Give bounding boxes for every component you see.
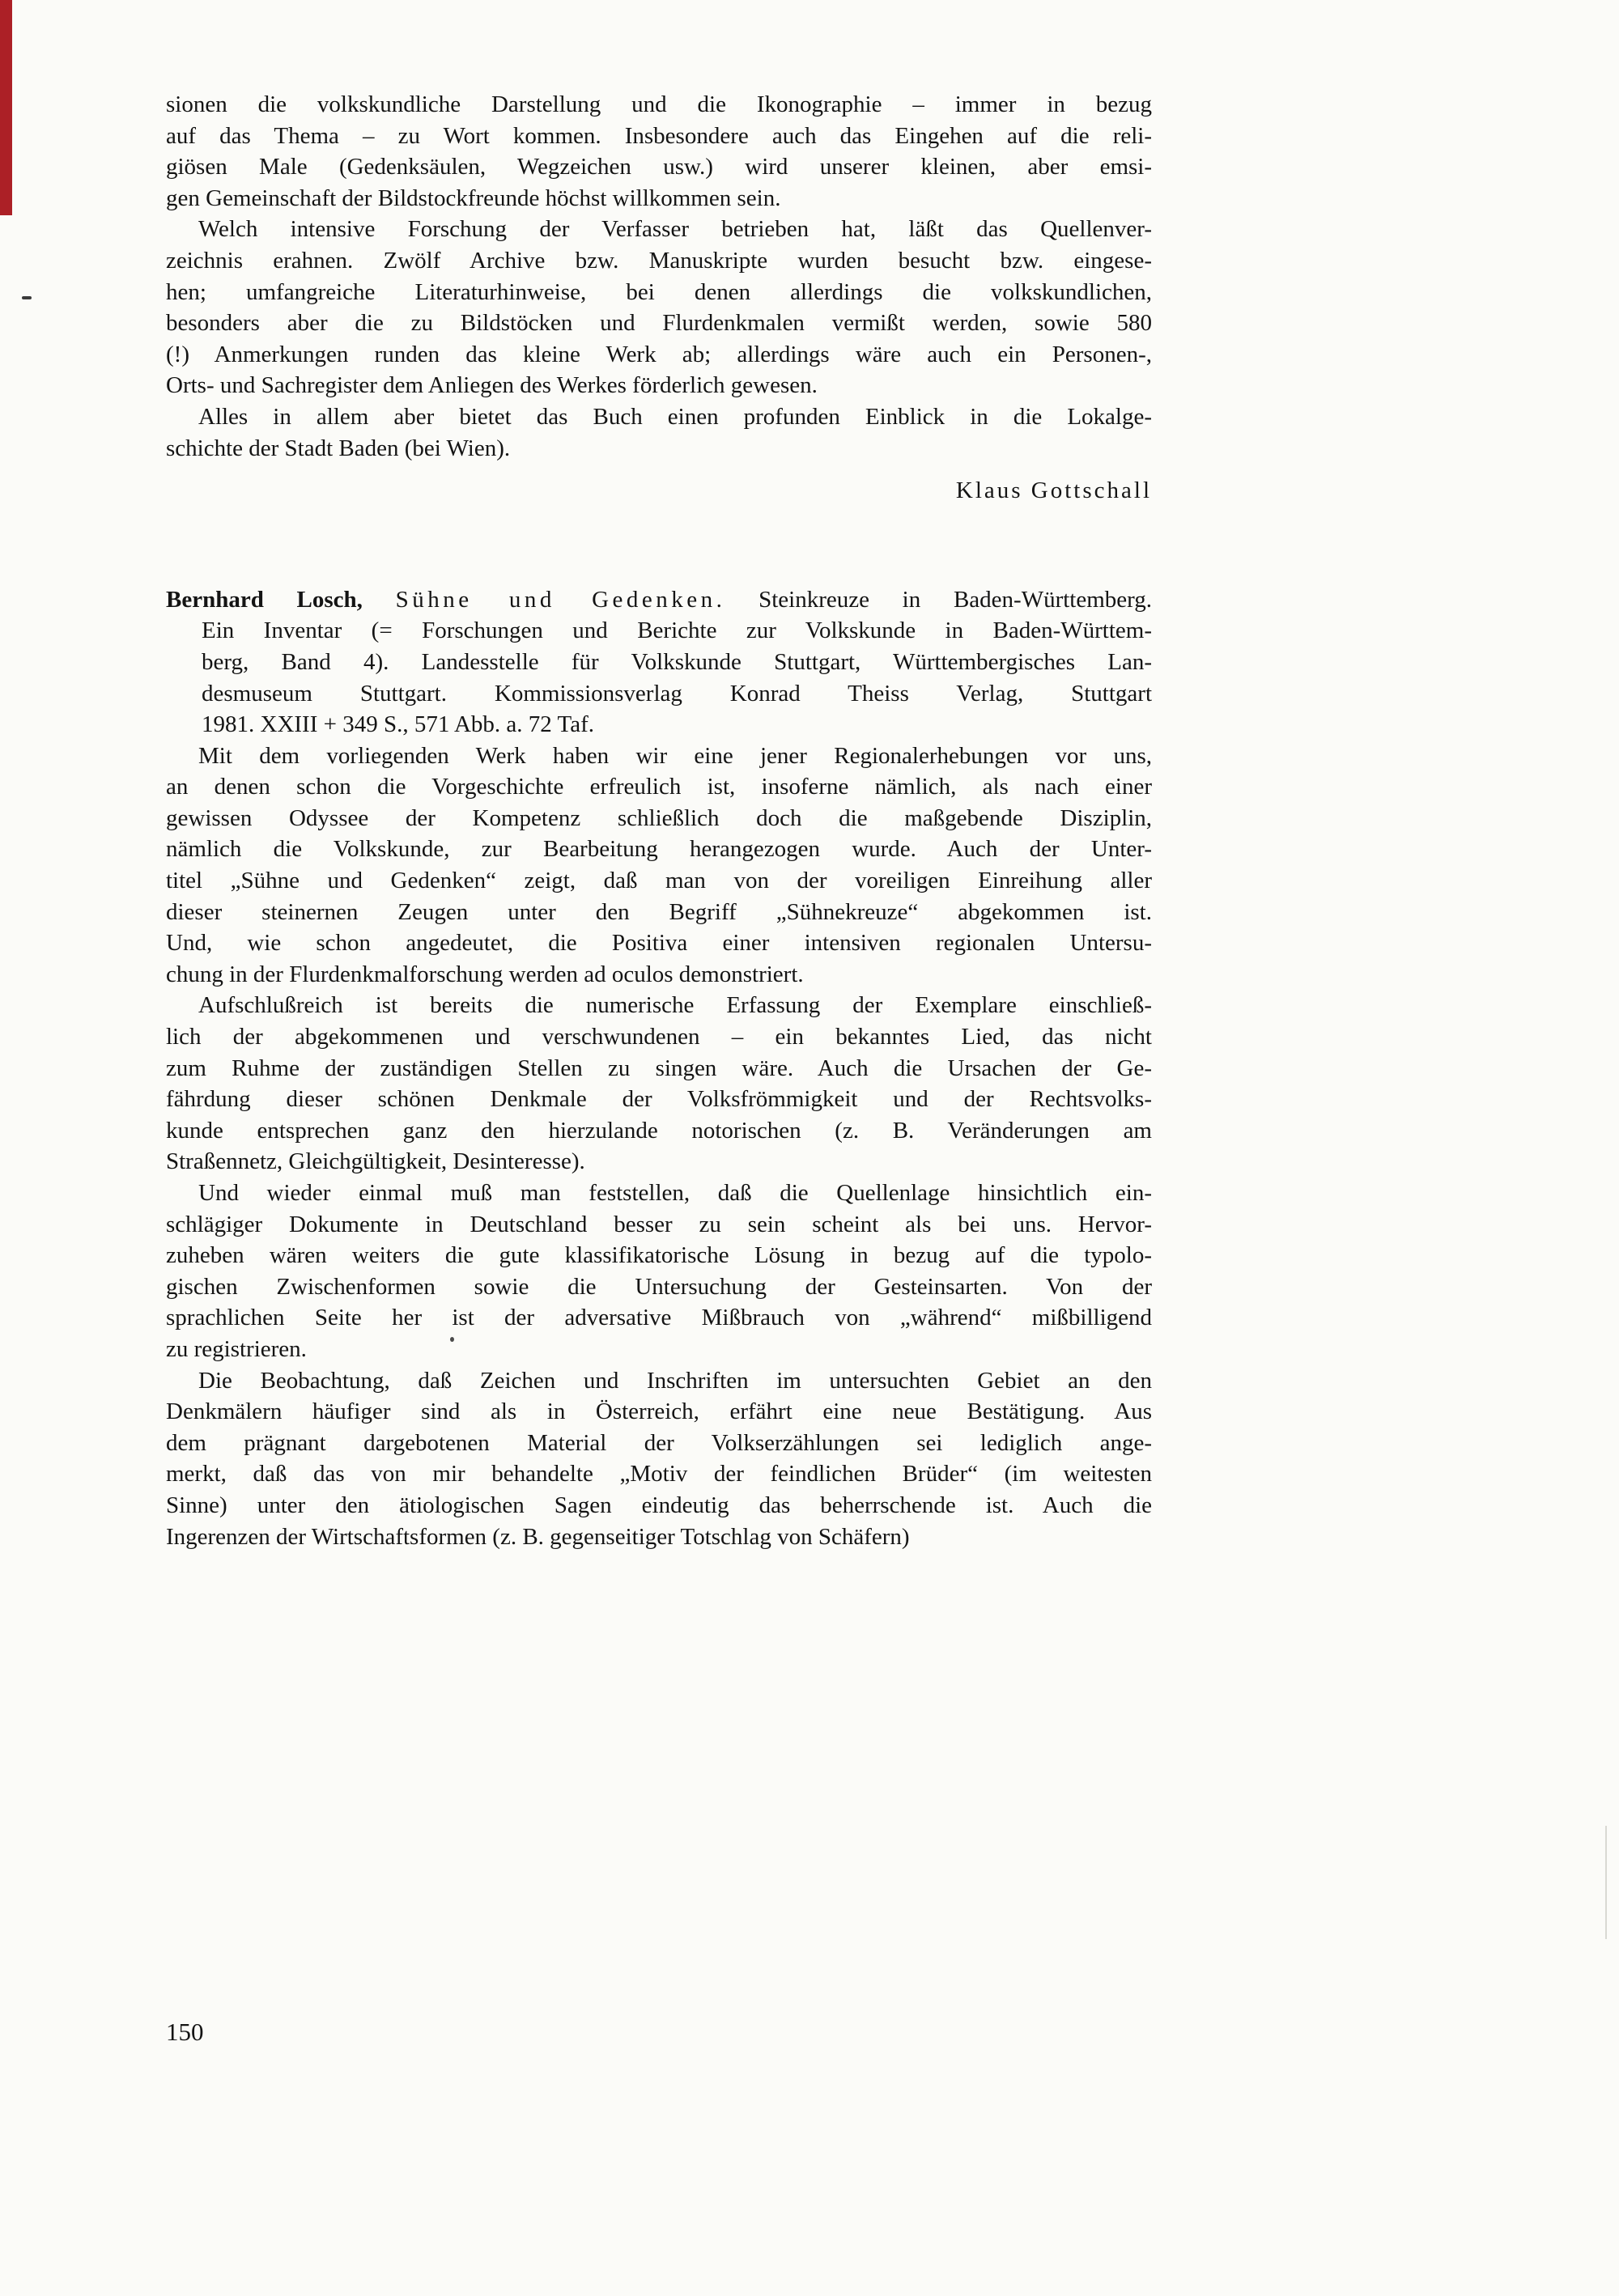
text-line: Und wieder einmal muß man feststellen, daß die Quellenlage hinsichtlich ein-: [198, 1180, 1152, 1206]
text-line: kunde entsprechen ganz den hierzulande notorischen (z. B. Veränderungen am: [166, 1117, 1152, 1144]
text-line: Alles in allem aber bietet das Buch einen profunden Einblick in die Lokalge-: [198, 403, 1152, 430]
text-line: Ingerenzen der Wirtschaftsformen (z. B. gegenseitiger Totschlag von Schäfern): [166, 1523, 910, 1550]
text-line: (!) Anmerkungen runden das kleine Werk ab; allerdings wäre auch ein Personen-,: [166, 341, 1152, 367]
paragraph: [166, 214, 1152, 401]
paragraph: [166, 741, 1152, 991]
text-line: Ein Inventar (= Forschungen und Berichte zur Volkskunde in Baden-Württem-: [202, 618, 1152, 644]
paragraph: [166, 1178, 1152, 1365]
text-line: Und, wie schon angedeutet, die Positiva einer intensiven regionalen Untersu-: [166, 930, 1152, 957]
text-line: sionen die volkskundliche Darstellung und die Ikonographie – immer in bezug: [166, 91, 1152, 117]
text-line: an denen schon die Vorgeschichte erfreulich ist, insoferne nämlich, als nach einer: [166, 774, 1152, 800]
review-author: Bernhard Losch,: [166, 586, 363, 613]
text-line: Mit dem vorliegenden Werk haben wir eine jener Regionalerhebungen vor uns,: [198, 742, 1152, 769]
text-line: fährdung dieser schönen Denkmale der Volksfrömmigkeit und der Rechtsvolks-: [166, 1086, 1152, 1113]
text-line: Sinne) unter den ätiologischen Sagen eindeutig das beherrschende ist. Auch die: [166, 1492, 1152, 1518]
page-number: 150: [166, 2018, 204, 2046]
text-line: merkt, daß das von mir behandelte „Motiv der feindlichen Brüder“ (im weitesten: [166, 1461, 1152, 1488]
text-line: desmuseum Stuttgart. Kommissionsverlag Konrad Theiss Verlag, Stuttgart: [202, 680, 1152, 707]
text-line: 1981. XXIII + 349 S., 571 Abb. a. 72 Taf.: [202, 711, 594, 738]
text-line: Denkmälern häufiger sind als in Österreich, erfährt eine neue Bestätigung. Aus: [166, 1398, 1152, 1425]
text-line: schichte der Stadt Baden (bei Wien).: [166, 435, 511, 461]
text-block: [166, 89, 1152, 1552]
text-line: dieser steinernen Zeugen unter den Begriff „Sühnekreuze“ abgekommen ist.: [166, 898, 1152, 925]
review-continuation-section: [166, 89, 1152, 507]
margin-dash-artifact: [22, 296, 32, 299]
text-line: berg, Band 4). Landesstelle für Volkskunde Stuttgart, Württembergisches Lan-: [202, 648, 1152, 675]
text-line: zum Ruhme der zuständigen Stellen zu singen wäre. Auch die Ursachen der Ge-: [166, 1055, 1152, 1081]
text-line: zeichnis erahnen. Zwölf Archive bzw. Manuskripte wurden besucht bzw. eingese-: [166, 247, 1152, 274]
book-review-section: [166, 584, 1152, 1552]
review-heading: [166, 584, 1152, 741]
paragraph-continuation: [166, 89, 1152, 214]
text-line: sprachlichen Seite her ist der adversative Mißbrauch von „während“ mißbilligend: [166, 1305, 1152, 1331]
text-line: gewissen Odyssee der Kompetenz schließlich doch die maßgebende Disziplin,: [166, 804, 1152, 831]
text-line: auf das Thema – zu Wort kommen. Insbesondere auch das Eingehen auf die reli-: [166, 122, 1152, 149]
text-line: titel „Sühne und Gedenken“ zeigt, daß man von der voreiligen Einreihung aller: [166, 868, 1152, 894]
text-line: zuheben wären weiters die gute klassifikatorische Lösung in bezug auf die typolo-: [166, 1242, 1152, 1269]
text-line: Aufschlußreich ist bereits die numerische Erfassung der Exemplare einschließ-: [198, 992, 1152, 1019]
review-heading-first-line: [166, 584, 1152, 616]
text-line: schlägiger Dokumente in Deutschland besser zu sein scheint als bei uns. Hervor-: [166, 1211, 1152, 1237]
review-title-rest: Steinkreuze in Baden-Württemberg.: [759, 586, 1152, 613]
paragraph: [166, 990, 1152, 1178]
text-line: lich der abgekommenen und verschwundenen – ein bekanntes Lied, das nicht: [166, 1024, 1152, 1050]
scan-edge-red-stripe-artifact: [0, 0, 12, 215]
text-line: giösen Male (Gedenksäulen, Wegzeichen usw.) wird unserer kleinen, aber emsi-: [166, 154, 1152, 180]
text-line: Welch intensive Forschung der Verfasser betrieben hat, läßt das Quellenver-: [198, 216, 1152, 243]
text-line: Orts- und Sachregister dem Anliegen des Werkes förderlich gewesen.: [166, 372, 818, 399]
review-heading-continuation: [166, 615, 1152, 740]
text-line: hen; umfangreiche Literaturhinweise, bei denen allerdings die volkskundlichen,: [166, 278, 1152, 305]
text-line: chung in der Flurdenkmalforschung werden ad oculos demonstriert.: [166, 961, 804, 987]
text-line: Straßennetz, Gleichgültigkeit, Desinteresse).: [166, 1148, 585, 1175]
scan-edge-line-artifact: [1605, 1826, 1607, 1939]
paragraph: [166, 401, 1152, 464]
text-line: dem prägnant dargebotenen Material der Volkserzählungen sei lediglich ange-: [166, 1429, 1152, 1456]
text-line: besonders aber die zu Bildstöcken und Flurdenkmalen vermißt werden, sowie 580: [166, 310, 1152, 337]
review-title-spaced: Sühne und Gedenken.: [395, 586, 726, 613]
text-line: gen Gemeinschaft der Bildstockfreunde höchst willkommen sein.: [166, 185, 781, 211]
text-line: nämlich die Volkskunde, zur Bearbeitung herangezogen wurde. Auch der Unter-: [166, 836, 1152, 863]
text-line: zu registrieren.: [166, 1335, 307, 1362]
reviewer-signature: Klaus Gottschall: [955, 477, 1152, 504]
text-line: Die Beobachtung, daß Zeichen und Inschriften im untersuchten Gebiet an den: [198, 1367, 1152, 1394]
paragraph: [166, 1365, 1152, 1553]
text-line: gischen Zwischenformen sowie die Untersuchung der Gesteinsarten. Von der: [166, 1273, 1152, 1300]
